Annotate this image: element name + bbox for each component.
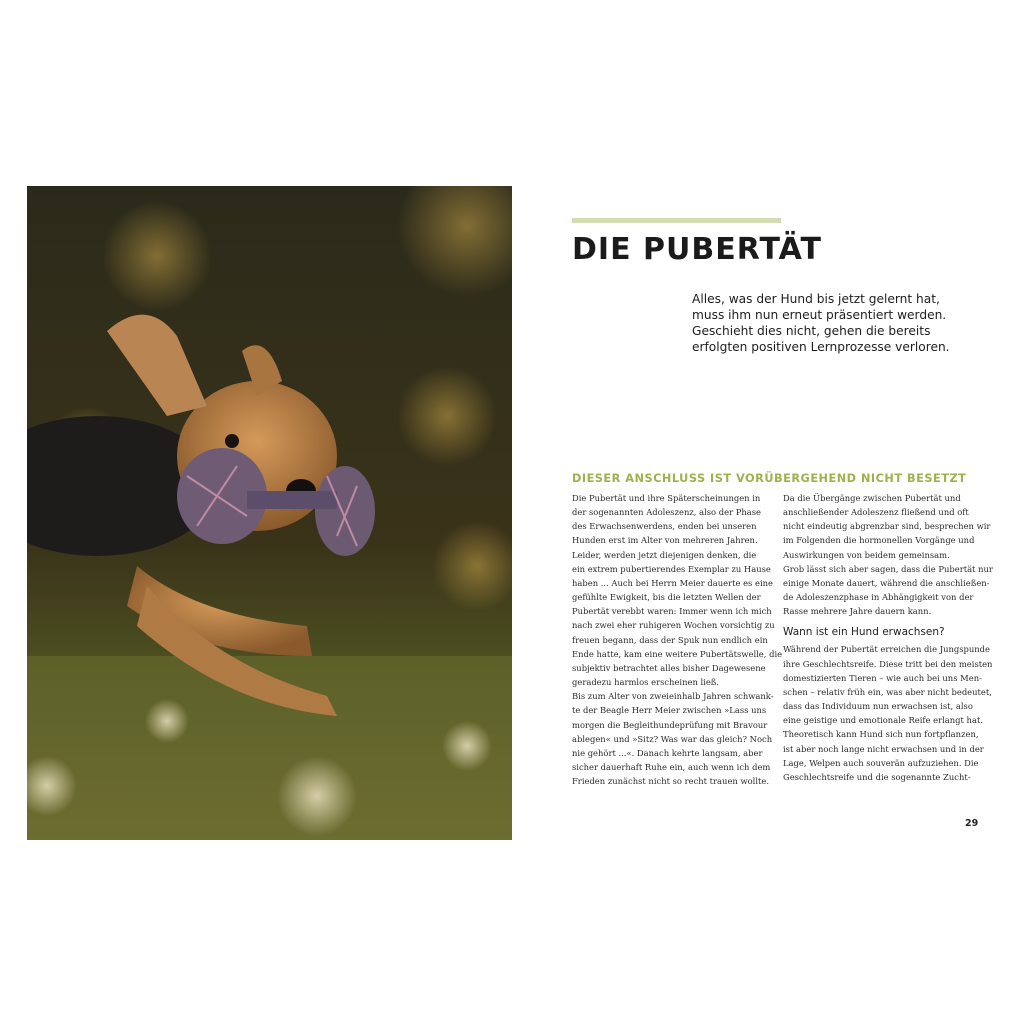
intro-line: Alles, was der Hund bis jetzt gelernt hat, (692, 292, 940, 306)
text-line: Bis zum Alter von zweieinhalb Jahren schwank- (572, 691, 774, 702)
text-line: sicher dauerhaft Ruhe ein, auch wenn ich dem (572, 761, 771, 772)
intro-text (692, 291, 972, 355)
text-line: haben ... Auch bei Herrn Meier dauerte es eine (572, 577, 774, 588)
text-line: nicht eindeutig abgrenzbar sind, besprechen wir (783, 521, 991, 532)
dog-photo (27, 186, 512, 840)
right-column (783, 491, 993, 784)
text-line: dass das Individuum nun erwachsen ist, also (783, 701, 973, 712)
text-line: einige Monate dauert, während die anschließen- (783, 577, 990, 588)
text-line: Grob lässt sich aber sagen, dass die Pubertät nur (783, 563, 993, 574)
text-line: Lage, Welpen auch souverän aufzuziehen. Die (783, 757, 979, 768)
page-title: DIE PUBERTÄT (572, 232, 822, 267)
page-number: 29 (965, 818, 979, 829)
text-line: te der Beagle Herr Meier zwischen »Lass uns (572, 705, 767, 716)
text-line: Hunden erst im Alter von mehreren Jahren. (572, 535, 758, 546)
text-line: Pubertät verebbt waren: Immer wenn ich mich (572, 606, 772, 617)
text-line: gefühlte Ewigkeit, bis die letzten Wellen der (572, 592, 761, 603)
section-heading: DIESER ANSCHLUSS IST VORÜBERGEHEND NICHT BESETZT (572, 472, 967, 485)
text-line: Leider, werden jetzt diejenigen denken, die (572, 549, 757, 560)
intro-line: erfolgten positiven Lernprozesse verloren. (692, 340, 950, 354)
text-line: schen – relativ früh ein, was aber nicht bedeutet, (783, 686, 992, 697)
text-line: Die Pubertät und ihre Späterscheinungen in (572, 493, 761, 503)
text-line: morgen die Begleithundeprüfung mit Bravour (572, 719, 768, 730)
intro-line: Geschieht dies nicht, gehen die bereits (692, 324, 931, 338)
text-line: ist aber noch lange nicht erwachsen und in der (783, 743, 984, 754)
left-column (572, 491, 783, 788)
text-line: eine geistige und emotionale Reife erlangt hat. (783, 715, 983, 726)
text-line: im Folgenden die hormonellen Vorgänge und (783, 535, 975, 546)
text-line: domestizierten Tieren – wie auch bei uns Men- (783, 672, 982, 683)
text-line: geradezu harmlos erscheinen ließ. (572, 677, 720, 688)
text-line: subjektiv betrachtet alles bisher Dagewesene (572, 662, 766, 673)
text-line: Auswirkungen von beidem gemeinsam. (783, 549, 950, 560)
text-line: Rasse mehrere Jahre dauern kann. (783, 606, 932, 617)
text-line: Da die Übergänge zwischen Pubertät und (783, 493, 961, 503)
text-line: anschließender Adoleszenz fließend und oft (783, 507, 969, 518)
text-line: nach zwei eher ruhigeren Wochen vorsichtig zu (572, 620, 775, 631)
subheading: Wann ist ein Hund erwachsen? (783, 626, 945, 639)
text-line: Ende hatte, kam eine weitere Pubertätswelle, die (572, 648, 783, 659)
text-line: Theoretisch kann Hund sich nun fortpflanzen, (783, 729, 979, 740)
text-line: nie gehört ...«. Danach kehrte langsam, aber (572, 747, 763, 758)
text-line: Während der Pubertät erreichen die Jungspunde (783, 644, 990, 655)
text-line: ihre Geschlechtsreife. Diese tritt bei den meisten (783, 658, 993, 669)
text-line: des Erwachsenwerdens, enden bei unseren (572, 521, 757, 532)
text-line: ablegen« und »Sitz? Was war das gleich? Noch (572, 733, 773, 744)
text-line: de Adoleszenzphase in Abhängigkeit von der (783, 592, 974, 603)
text-line: freuen begann, dass der Spuk nun endlich ein (572, 634, 768, 645)
text-line: Geschlechtsreife und die sogenannte Zucht- (783, 771, 971, 782)
intro-line: muss ihm nun erneut präsentiert werden. (692, 308, 947, 322)
text-line: der sogenannten Adoleszenz, also der Phase (572, 507, 762, 518)
accent-bar (572, 218, 781, 223)
text-line: Frieden zunächst nicht so recht trauen wollte. (572, 776, 770, 787)
text-line: ein extrem pubertierendes Exemplar zu Hause (572, 563, 771, 574)
